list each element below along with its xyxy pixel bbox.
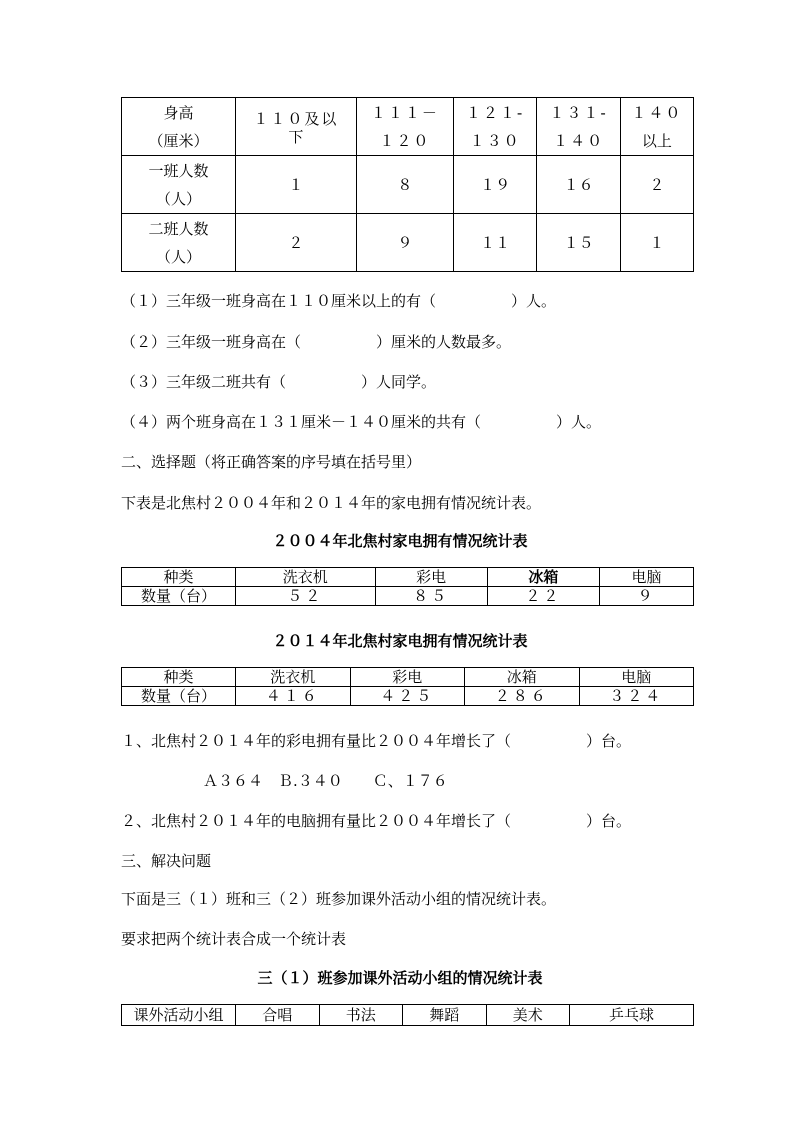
table-cell: １２１- １３０ — [453, 98, 537, 156]
table-cell: 冰箱 — [487, 568, 599, 587]
table-title: 三（１）班参加课外活动小组的情况统计表 — [257, 969, 543, 987]
table-cell: 电脑 — [579, 668, 694, 687]
table-row — [122, 587, 694, 606]
table-cell: 洗衣机 — [236, 568, 376, 587]
table-cell: ２２ — [487, 587, 599, 606]
table-title: ２００４年北焦村家电拥有情况统计表 — [272, 532, 528, 550]
table-cell: ９ — [356, 214, 453, 272]
table-cell: １４０ 以上 — [620, 98, 693, 156]
table-title: ２０１４年北焦村家电拥有情况统计表 — [272, 632, 528, 650]
table-cell: 美术 — [486, 1005, 570, 1026]
choice-options: Ａ３６４ Ｂ.３４０ Ｃ、１７６ — [203, 772, 448, 790]
table-cell: １３１- １４０ — [537, 98, 621, 156]
table-cell: 乒乓球 — [570, 1005, 694, 1026]
table-cell: ２８６ — [465, 687, 580, 706]
table-cell: １１１－ １２０ — [356, 98, 453, 156]
table-cell: ４２５ — [350, 687, 465, 706]
table-cell: 洗衣机 — [236, 668, 351, 687]
section-heading: 二、选择题（将正确答案的序号填在括号里） — [121, 453, 422, 471]
table-cell: １５ — [537, 214, 621, 272]
table-cell: ２ — [620, 156, 693, 214]
table-cell: ２ — [236, 214, 357, 272]
table-cell: 舞蹈 — [403, 1005, 487, 1026]
table-cell: 冰箱 — [465, 668, 580, 687]
table-cell: 身高 （厘米） — [122, 98, 236, 156]
table-cell: １１ — [453, 214, 537, 272]
table-cell: １ — [236, 156, 357, 214]
table-cell: ８５ — [375, 587, 487, 606]
table-row — [122, 156, 694, 214]
table-cell: ３２４ — [579, 687, 694, 706]
table-cell: １９ — [453, 156, 537, 214]
table-cell: 课外活动小组 — [122, 1005, 236, 1026]
table-cell: 数量（台） — [122, 587, 236, 606]
question-2: （２）三年级一班身高在（ ）厘米的人数最多。 — [121, 333, 512, 351]
table-cell: １６ — [537, 156, 621, 214]
question-3: （３）三年级二班共有（ ）人同学。 — [121, 373, 437, 391]
section-heading: 三、解决问题 — [121, 852, 212, 870]
table-cell: 数量（台） — [122, 687, 236, 706]
choice-question-1: １、北焦村２０１４年的彩电拥有量比２００４年增长了（ ）台。 — [121, 732, 632, 750]
table-cell: 书法 — [319, 1005, 403, 1026]
table-cell: ４１６ — [236, 687, 351, 706]
table-cell: 合唱 — [236, 1005, 320, 1026]
table-cell: 种类 — [122, 668, 236, 687]
table-cell: 彩电 — [350, 668, 465, 687]
table-cell: 二班人数 （人） — [122, 214, 236, 272]
table-row — [122, 687, 694, 706]
table-row — [122, 668, 694, 687]
table-row — [122, 568, 694, 587]
table-row — [122, 214, 694, 272]
section-intro: 下面是三（１）班和三（２）班参加课外活动小组的情况统计表。 — [121, 890, 557, 908]
table-cell: ５２ — [236, 587, 376, 606]
table-cell: 彩电 — [375, 568, 487, 587]
table-cell: ８ — [356, 156, 453, 214]
table-cell: ９ — [599, 587, 693, 606]
appliance-table-2014 — [121, 667, 694, 706]
choice-question-2: ２、北焦村２０１４年的电脑拥有量比２００４年增长了（ ）台。 — [121, 812, 632, 830]
height-table — [121, 97, 694, 272]
table-row — [122, 98, 694, 156]
question-4: （４）两个班身高在１３１厘米－１４０厘米的共有（ ）人。 — [121, 413, 602, 431]
activity-table — [121, 1004, 694, 1026]
section-intro: 下表是北焦村２００４年和２０１４年的家电拥有情况统计表。 — [121, 494, 542, 512]
table-cell: 电脑 — [599, 568, 693, 587]
appliance-table-2004 — [121, 567, 694, 606]
table-cell: １１０及以 下 — [236, 98, 357, 156]
table-row — [122, 1005, 694, 1026]
section-requirement: 要求把两个统计表合成一个统计表 — [121, 930, 347, 948]
table-cell: 一班人数 （人） — [122, 156, 236, 214]
question-1: （１）三年级一班身高在１１０厘米以上的有（ ）人。 — [121, 292, 557, 310]
table-cell: 种类 — [122, 568, 236, 587]
table-cell: １ — [620, 214, 693, 272]
